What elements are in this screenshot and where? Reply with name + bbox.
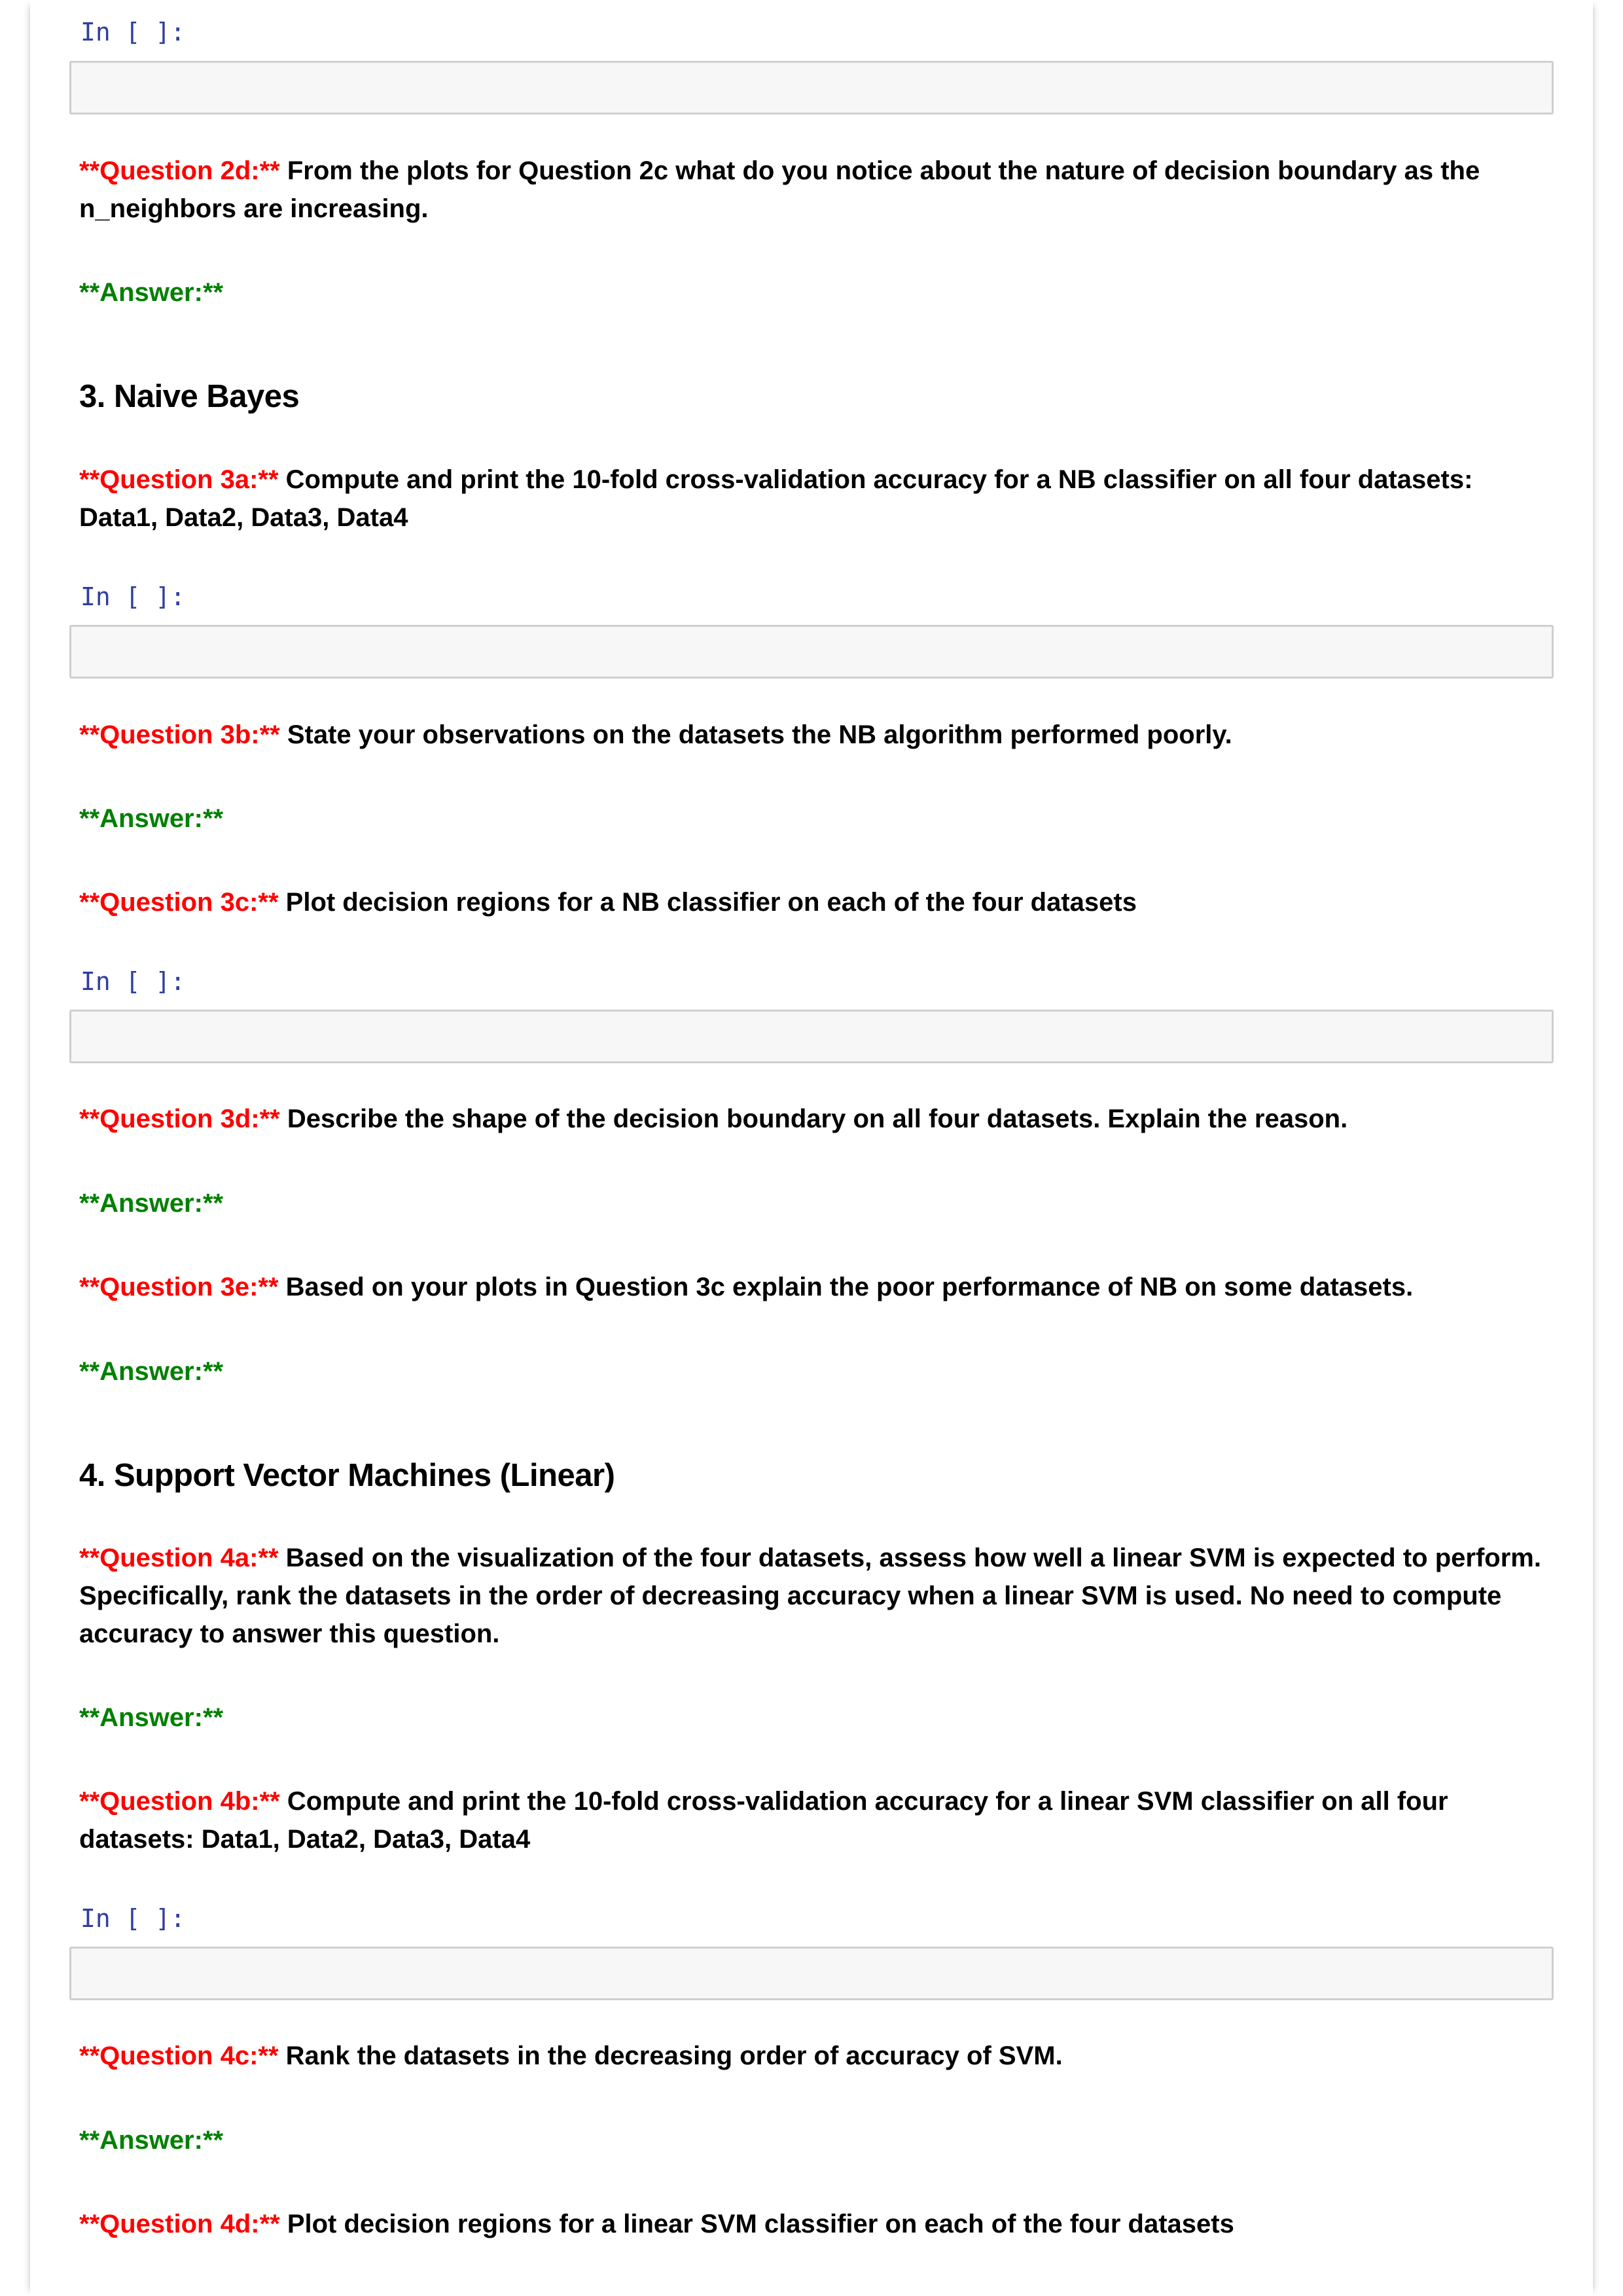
input-prompt: In [ ]:	[80, 18, 186, 46]
question-text: what do you notice about the nature of decision boundary as the n_neighbors are increasing.	[79, 156, 1480, 223]
question-text: From the plots for	[279, 156, 519, 185]
question-3d	[79, 1100, 1548, 1138]
question-4c	[79, 2037, 1548, 2075]
question-2d	[79, 152, 1548, 228]
answer-label: **Answer:**	[79, 278, 224, 307]
question-text: Based on your plots in	[278, 1273, 575, 1301]
input-prompt: In [ ]:	[80, 582, 186, 611]
question-text: explain the poor performance of NB on some datasets.	[724, 1273, 1414, 1301]
question-text: Plot decision regions for a linear SVM classifier on each of the four datasets	[279, 2210, 1234, 2238]
section-heading-svm-linear: 4. Support Vector Machines (Linear)	[79, 1458, 615, 1493]
question-label: **Question 3d:**	[79, 1104, 280, 1133]
question-text: State your observations on the datasets the NB algorithm performed poorly.	[279, 720, 1232, 749]
question-label: **Question 4c:**	[79, 2041, 279, 2070]
question-label: **Question 4b:**	[79, 1787, 280, 1816]
question-label: **Question 4a:**	[79, 1544, 279, 1572]
answer-label: **Answer:**	[79, 2126, 224, 2155]
question-label: **Question 3b:**	[79, 720, 280, 749]
question-3e	[79, 1268, 1548, 1306]
question-3c	[79, 883, 1548, 921]
question-text: Compute and print the 10-fold cross-validation accuracy for a NB classifier on all four datasets: Data1, Data2, Data3, Data4	[79, 465, 1473, 532]
question-text: Based on the visualization of the four datasets, assess how well a linear SVM is expected to perform. Specifically, rank the datasets in the order of decreasing accuracy when a linear SVM is used. No need to compute accuracy to answer this question.	[79, 1544, 1541, 1648]
input-prompt: In [ ]:	[80, 967, 186, 996]
question-label: **Question 3a:**	[79, 465, 279, 494]
question-label: **Question 2d:**	[79, 156, 280, 185]
question-text: Rank the datasets in the decreasing order of accuracy of SVM.	[278, 2041, 1063, 2070]
question-text: Plot decision regions for a NB classifier on each of the four datasets	[278, 888, 1137, 917]
question-3b	[79, 716, 1548, 754]
answer-label: **Answer:**	[79, 1189, 224, 1218]
question-4b	[79, 1782, 1548, 1858]
question-4a	[79, 1539, 1548, 1653]
code-cell-input[interactable]	[69, 625, 1554, 679]
question-text: Compute and print the 10-fold cross-validation accuracy for a linear SVM classifier on all four datasets: Data1, Data2, Data3, Data4	[79, 1787, 1448, 1854]
question-reference: Question 3c	[575, 1273, 725, 1301]
question-label: **Question 3c:**	[79, 888, 279, 917]
question-label: **Question 3e:**	[79, 1273, 279, 1301]
code-cell-input[interactable]	[69, 1947, 1554, 2000]
question-reference: Question 2c	[518, 156, 669, 185]
code-cell-input[interactable]	[69, 1010, 1554, 1063]
answer-label: **Answer:**	[79, 1357, 224, 1386]
question-text: Describe the shape of the decision boundary on all four datasets. Explain the reason.	[279, 1104, 1348, 1133]
answer-label: **Answer:**	[79, 1703, 224, 1732]
question-4d	[79, 2205, 1548, 2243]
question-label: **Question 4d:**	[79, 2210, 280, 2238]
answer-label: **Answer:**	[79, 804, 224, 833]
input-prompt: In [ ]:	[80, 1904, 186, 1933]
section-heading-naive-bayes: 3. Naive Bayes	[79, 379, 300, 414]
question-3a	[79, 461, 1548, 537]
code-cell-input[interactable]	[69, 61, 1554, 115]
